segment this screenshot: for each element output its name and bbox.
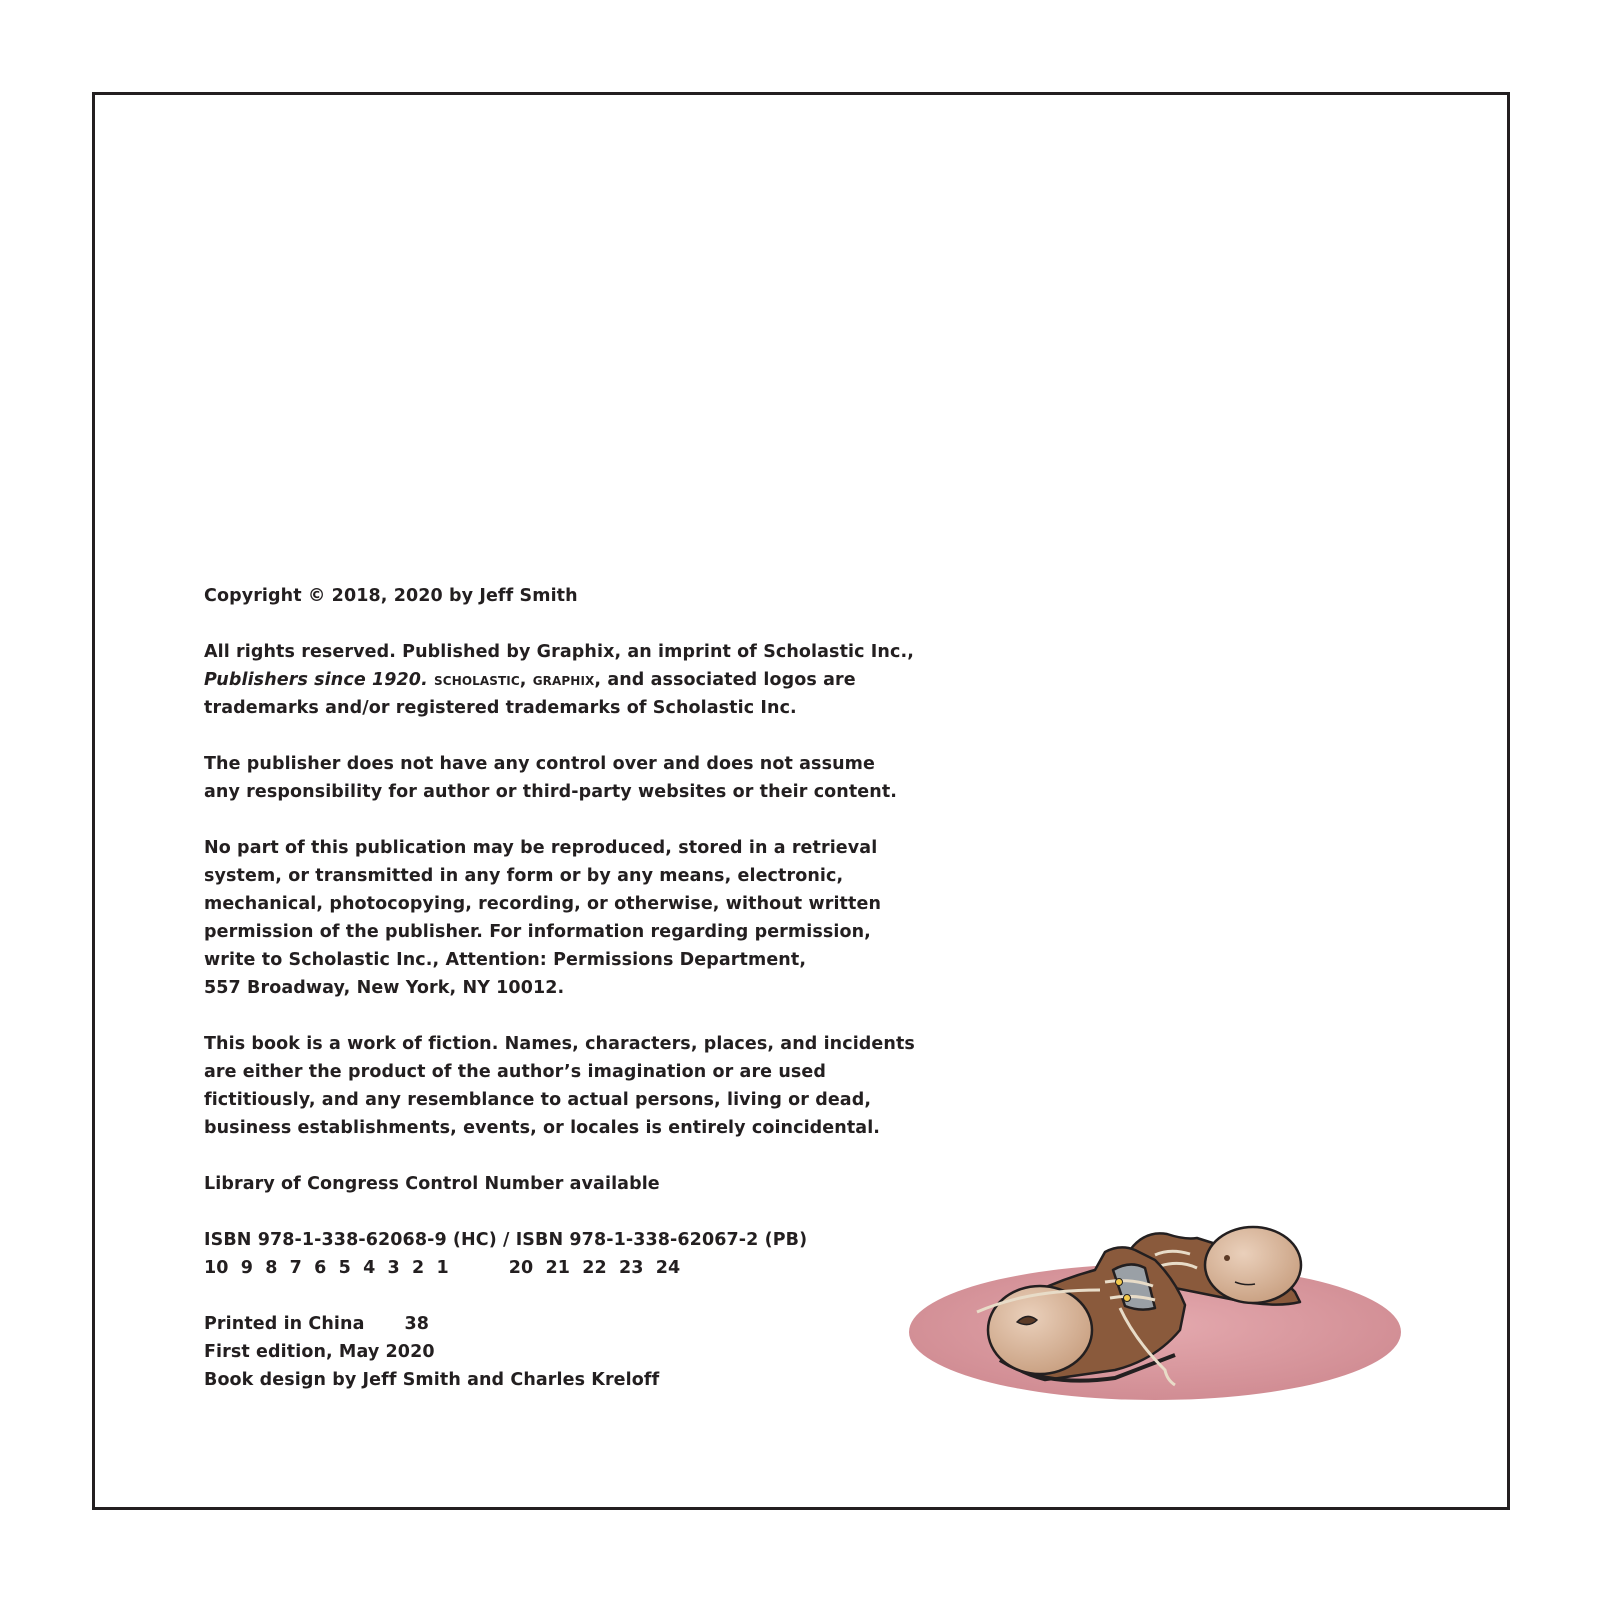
reproduction-paragraph: [204, 834, 904, 1002]
rights-line-3: trademarks and/or registered trademarks of Scholastic Inc.: [204, 698, 797, 718]
design-line: Book design by Jeff Smith and Charles Kreloff: [204, 1370, 660, 1390]
isbn-paragraph: [204, 1226, 904, 1282]
websites-line-2: any responsibility for author or third-party websites or their content.: [204, 782, 898, 802]
copyright-block: [204, 582, 915, 1394]
edition-line: First edition, May 2020: [204, 1342, 435, 1362]
rights-paragraph: [204, 638, 914, 722]
printed-code: 38: [404, 1314, 430, 1334]
reproduction-line-3: mechanical, photocopying, recording, or otherwise, without written: [204, 894, 882, 914]
library-line: Library of Congress Control Number available: [204, 1174, 660, 1194]
printing-numbers: 10 9 8 7 6 5 4 3 2 1: [204, 1258, 449, 1278]
copyright-line: Copyright © 2018, 2020 by Jeff Smith: [204, 586, 578, 606]
rights-line-2-rest: , and associated logos are: [594, 670, 856, 690]
graphix-mark: graphix: [532, 670, 595, 690]
printing-paragraph: [204, 1310, 904, 1394]
rights-line-2: [204, 666, 904, 694]
reproduction-line-2: system, or transmitted in any form or by any means, electronic,: [204, 866, 844, 886]
reproduction-line-4: permission of the publisher. For information regarding permission,: [204, 922, 871, 942]
year-numbers: 20 21 22 23 24: [508, 1258, 681, 1278]
printed-in: Printed in China: [204, 1314, 365, 1334]
library-paragraph: [204, 1170, 904, 1198]
reproduction-line-1: No part of this publication may be reproduced, stored in a retrieval: [204, 838, 878, 858]
fiction-line-2: are either the product of the author’s imagination or are used: [204, 1062, 827, 1082]
printed-in-line: [204, 1310, 904, 1338]
isbn-line: ISBN 978-1-338-62068-9 (HC) / ISBN 978-1-338-62067-2 (PB): [204, 1230, 808, 1250]
printing-line: [204, 1254, 904, 1282]
fiction-line-3: fictitiously, and any resemblance to actual persons, living or dead,: [204, 1090, 872, 1110]
fiction-line-4: business establishments, events, or locales is entirely coincidental.: [204, 1118, 881, 1138]
publishers-since: Publishers since 1920.: [204, 670, 428, 690]
rights-comma: ,: [519, 670, 527, 690]
copyright-notice: [204, 582, 904, 610]
fiction-line-1: This book is a work of fiction. Names, characters, places, and incidents: [204, 1034, 915, 1054]
websites-paragraph: [204, 750, 904, 806]
websites-line-1: The publisher does not have any control over and does not assume: [204, 754, 875, 774]
shoes-icon: [905, 1220, 1405, 1420]
rights-line-1: All rights reserved. Published by Graphix, an imprint of Scholastic Inc.,: [204, 642, 914, 662]
scholastic-mark: scholastic: [434, 670, 520, 690]
reproduction-line-6: 557 Broadway, New York, NY 10012.: [204, 978, 565, 998]
fiction-paragraph: [204, 1030, 915, 1142]
reproduction-line-5: write to Scholastic Inc., Attention: Permissions Department,: [204, 950, 807, 970]
